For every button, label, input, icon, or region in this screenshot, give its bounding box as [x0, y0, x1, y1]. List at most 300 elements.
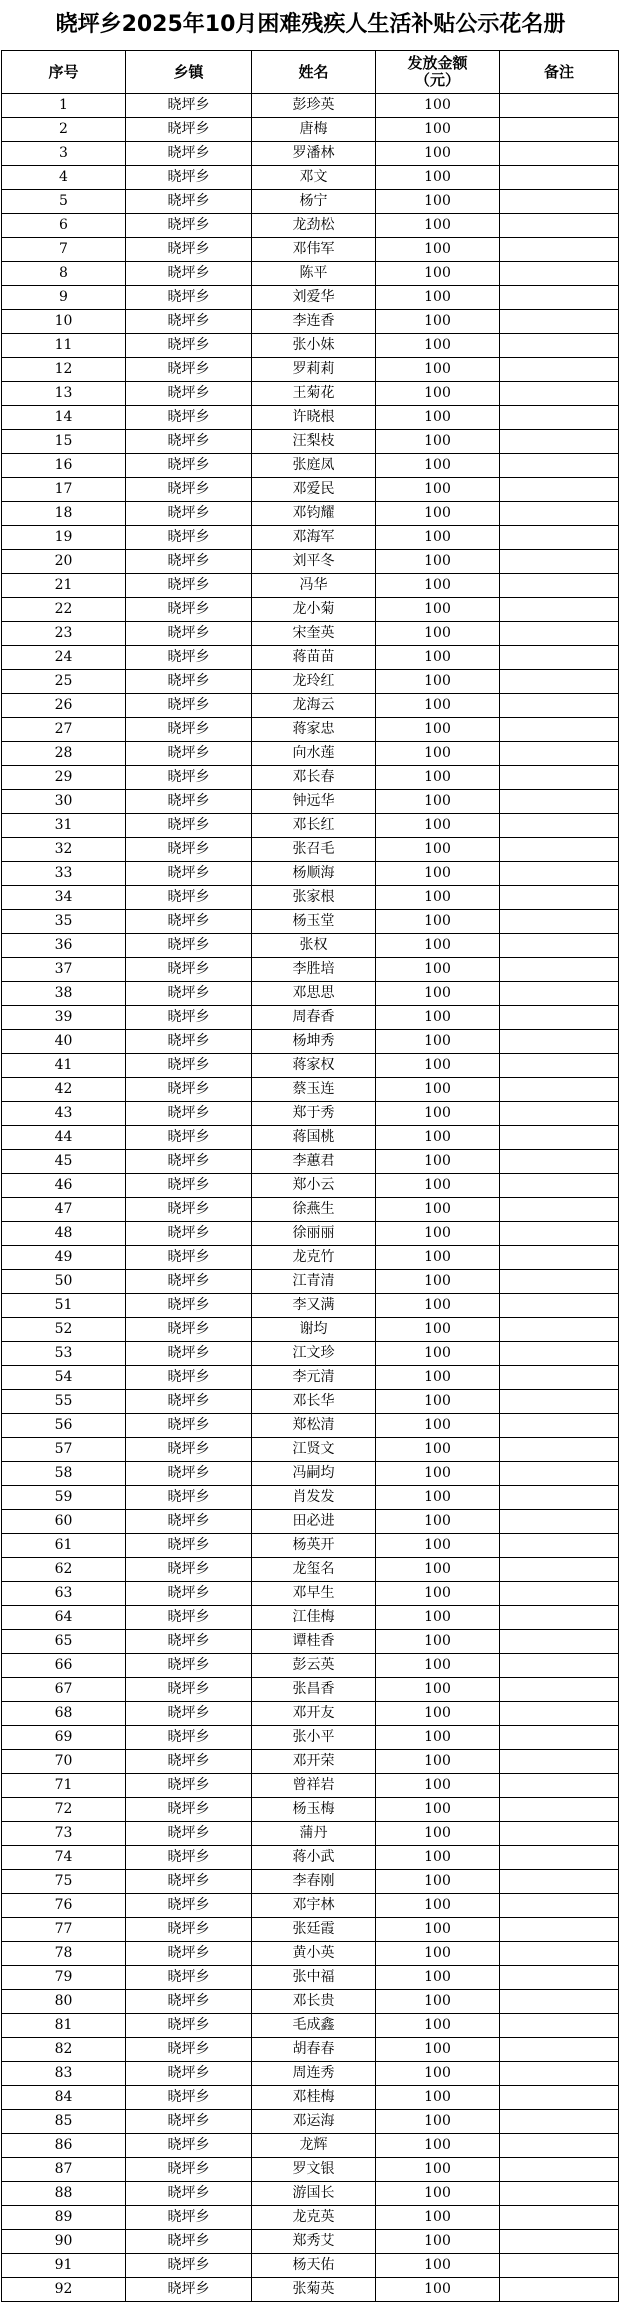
cell-index: 9: [2, 286, 126, 310]
table-row: [2, 886, 619, 910]
cell-town: 晓坪乡: [126, 1750, 252, 1774]
cell-note: [500, 1366, 619, 1390]
cell-town: 晓坪乡: [126, 454, 252, 478]
cell-index: 11: [2, 334, 126, 358]
cell-index: 19: [2, 526, 126, 550]
table-row: [2, 1534, 619, 1558]
cell-name: 冯华: [252, 574, 376, 598]
cell-amount: 100: [376, 1030, 500, 1054]
cell-name: 龙海云: [252, 694, 376, 718]
table-row: [2, 2230, 619, 2254]
cell-name: 张权: [252, 934, 376, 958]
cell-note: [500, 934, 619, 958]
table-row: [2, 1270, 619, 1294]
cell-amount: 100: [376, 1054, 500, 1078]
cell-amount: 100: [376, 2182, 500, 2206]
cell-name: 蒋国桃: [252, 1126, 376, 1150]
cell-amount: 100: [376, 1174, 500, 1198]
table-row: [2, 1294, 619, 1318]
cell-town: 晓坪乡: [126, 1294, 252, 1318]
cell-town: 晓坪乡: [126, 286, 252, 310]
cell-amount: 100: [376, 502, 500, 526]
table-row: [2, 1702, 619, 1726]
cell-note: [500, 862, 619, 886]
cell-amount: 100: [376, 1078, 500, 1102]
cell-amount: 100: [376, 1702, 500, 1726]
cell-name: 江青清: [252, 1270, 376, 1294]
cell-name: 许晓根: [252, 406, 376, 430]
table-row: [2, 2062, 619, 2086]
cell-index: 84: [2, 2086, 126, 2110]
cell-note: [500, 1894, 619, 1918]
table-row: [2, 1366, 619, 1390]
cell-amount: 100: [376, 1942, 500, 1966]
table-body: [2, 94, 619, 2302]
cell-note: [500, 1510, 619, 1534]
cell-town: 晓坪乡: [126, 262, 252, 286]
cell-name: 邓伟军: [252, 238, 376, 262]
cell-name: 谢均: [252, 1318, 376, 1342]
page-title: 晓坪乡2025年10月困难残疾人生活补贴公示花名册: [55, 12, 566, 37]
cell-note: [500, 238, 619, 262]
table-row: [2, 766, 619, 790]
cell-note: [500, 1270, 619, 1294]
cell-index: 55: [2, 1390, 126, 1414]
cell-note: [500, 1942, 619, 1966]
cell-amount: 100: [376, 742, 500, 766]
cell-name: 邓早生: [252, 1582, 376, 1606]
cell-amount: 100: [376, 1750, 500, 1774]
cell-note: [500, 622, 619, 646]
cell-town: 晓坪乡: [126, 2254, 252, 2278]
cell-index: 41: [2, 1054, 126, 1078]
header-note: 备注: [500, 51, 619, 94]
cell-name: 杨宁: [252, 190, 376, 214]
cell-note: [500, 1534, 619, 1558]
cell-amount: 100: [376, 1654, 500, 1678]
table-row: [2, 646, 619, 670]
cell-note: [500, 142, 619, 166]
cell-name: 李连香: [252, 310, 376, 334]
cell-town: 晓坪乡: [126, 406, 252, 430]
cell-amount: 100: [376, 190, 500, 214]
cell-index: 65: [2, 1630, 126, 1654]
cell-note: [500, 1870, 619, 1894]
cell-amount: 100: [376, 886, 500, 910]
cell-town: 晓坪乡: [126, 142, 252, 166]
table-row: [2, 1246, 619, 1270]
table-row: [2, 598, 619, 622]
cell-name: 宋奎英: [252, 622, 376, 646]
table-row: [2, 1510, 619, 1534]
cell-town: 晓坪乡: [126, 1102, 252, 1126]
table-row: [2, 1870, 619, 1894]
cell-town: 晓坪乡: [126, 2206, 252, 2230]
cell-index: 2: [2, 118, 126, 142]
cell-amount: 100: [376, 1390, 500, 1414]
table-row: [2, 262, 619, 286]
cell-note: [500, 1222, 619, 1246]
cell-note: [500, 2062, 619, 2086]
cell-index: 37: [2, 958, 126, 982]
table-row: [2, 790, 619, 814]
table-row: [2, 958, 619, 982]
cell-town: 晓坪乡: [126, 2110, 252, 2134]
cell-name: 刘爱华: [252, 286, 376, 310]
cell-note: [500, 382, 619, 406]
cell-town: 晓坪乡: [126, 1798, 252, 1822]
cell-index: 56: [2, 1414, 126, 1438]
cell-amount: 100: [376, 382, 500, 406]
cell-note: [500, 1414, 619, 1438]
cell-index: 23: [2, 622, 126, 646]
table-row: [2, 2278, 619, 2302]
cell-index: 74: [2, 1846, 126, 1870]
cell-amount: 100: [376, 1558, 500, 1582]
cell-town: 晓坪乡: [126, 1438, 252, 1462]
cell-town: 晓坪乡: [126, 790, 252, 814]
cell-index: 58: [2, 1462, 126, 1486]
table-row: [2, 1798, 619, 1822]
cell-amount: 100: [376, 790, 500, 814]
cell-note: [500, 1462, 619, 1486]
table-row: [2, 310, 619, 334]
cell-name: 杨玉堂: [252, 910, 376, 934]
cell-name: 邓运海: [252, 2110, 376, 2134]
cell-amount: 100: [376, 550, 500, 574]
table-row: [2, 1030, 619, 1054]
cell-note: [500, 1918, 619, 1942]
cell-note: [500, 982, 619, 1006]
cell-note: [500, 1606, 619, 1630]
cell-name: 邓宇林: [252, 1894, 376, 1918]
cell-name: 邓海军: [252, 526, 376, 550]
cell-note: [500, 958, 619, 982]
table-row: [2, 694, 619, 718]
table-header: [2, 51, 619, 94]
header-name: 姓名: [252, 51, 376, 94]
cell-town: 晓坪乡: [126, 982, 252, 1006]
cell-amount: 100: [376, 1438, 500, 1462]
cell-amount: 100: [376, 622, 500, 646]
cell-amount: 100: [376, 2254, 500, 2278]
cell-index: 85: [2, 2110, 126, 2134]
cell-note: [500, 454, 619, 478]
cell-amount: 100: [376, 358, 500, 382]
cell-name: 向水莲: [252, 742, 376, 766]
cell-note: [500, 2038, 619, 2062]
cell-amount: 100: [376, 1462, 500, 1486]
cell-amount: 100: [376, 862, 500, 886]
cell-index: 35: [2, 910, 126, 934]
table-row: [2, 574, 619, 598]
table-row: [2, 214, 619, 238]
table-row: [2, 742, 619, 766]
cell-amount: 100: [376, 238, 500, 262]
cell-index: 4: [2, 166, 126, 190]
cell-name: 龙玲红: [252, 670, 376, 694]
cell-amount: 100: [376, 934, 500, 958]
cell-name: 田必进: [252, 1510, 376, 1534]
cell-note: [500, 1294, 619, 1318]
cell-index: 38: [2, 982, 126, 1006]
cell-name: 邓长春: [252, 766, 376, 790]
cell-amount: 100: [376, 766, 500, 790]
cell-amount: 100: [376, 286, 500, 310]
cell-name: 冯嗣均: [252, 1462, 376, 1486]
table-row: [2, 1822, 619, 1846]
cell-amount: 100: [376, 958, 500, 982]
cell-town: 晓坪乡: [126, 1150, 252, 1174]
table-row: [2, 166, 619, 190]
cell-amount: 100: [376, 1678, 500, 1702]
cell-note: [500, 2182, 619, 2206]
cell-town: 晓坪乡: [126, 478, 252, 502]
cell-town: 晓坪乡: [126, 382, 252, 406]
cell-name: 邓钧耀: [252, 502, 376, 526]
cell-town: 晓坪乡: [126, 1030, 252, 1054]
cell-amount: 100: [376, 646, 500, 670]
cell-index: 71: [2, 1774, 126, 1798]
cell-note: [500, 1102, 619, 1126]
table-row: [2, 2086, 619, 2110]
header-amount-unit: （元）: [414, 71, 460, 89]
cell-index: 10: [2, 310, 126, 334]
table-row: [2, 622, 619, 646]
table-row: [2, 862, 619, 886]
table-row: [2, 358, 619, 382]
cell-note: [500, 190, 619, 214]
cell-amount: 100: [376, 982, 500, 1006]
table-row: [2, 1774, 619, 1798]
cell-town: 晓坪乡: [126, 1510, 252, 1534]
cell-amount: 100: [376, 838, 500, 862]
cell-index: 59: [2, 1486, 126, 1510]
cell-index: 34: [2, 886, 126, 910]
table-row: [2, 1174, 619, 1198]
cell-name: 曾祥岩: [252, 1774, 376, 1798]
cell-index: 91: [2, 2254, 126, 2278]
cell-note: [500, 2110, 619, 2134]
cell-index: 31: [2, 814, 126, 838]
cell-town: 晓坪乡: [126, 1006, 252, 1030]
table-row: [2, 1054, 619, 1078]
cell-amount: 100: [376, 1006, 500, 1030]
cell-name: 李春刚: [252, 1870, 376, 1894]
cell-note: [500, 886, 619, 910]
table-row: [2, 382, 619, 406]
table-row: [2, 142, 619, 166]
cell-town: 晓坪乡: [126, 598, 252, 622]
cell-index: 32: [2, 838, 126, 862]
cell-note: [500, 406, 619, 430]
table-row: [2, 1582, 619, 1606]
cell-amount: 100: [376, 1870, 500, 1894]
cell-amount: 100: [376, 1366, 500, 1390]
cell-town: 晓坪乡: [126, 1894, 252, 1918]
cell-index: 53: [2, 1342, 126, 1366]
cell-index: 12: [2, 358, 126, 382]
table-row: [2, 1102, 619, 1126]
table-row: [2, 1342, 619, 1366]
cell-note: [500, 1126, 619, 1150]
table-row: [2, 1438, 619, 1462]
cell-amount: 100: [376, 2062, 500, 2086]
cell-name: 龙小菊: [252, 598, 376, 622]
table-row: [2, 982, 619, 1006]
cell-index: 46: [2, 1174, 126, 1198]
cell-note: [500, 118, 619, 142]
cell-index: 80: [2, 1990, 126, 2014]
cell-name: 蒋家忠: [252, 718, 376, 742]
cell-note: [500, 2014, 619, 2038]
cell-note: [500, 2134, 619, 2158]
cell-index: 48: [2, 1222, 126, 1246]
cell-index: 15: [2, 430, 126, 454]
cell-name: 郑秀艾: [252, 2230, 376, 2254]
cell-name: 胡春春: [252, 2038, 376, 2062]
cell-town: 晓坪乡: [126, 1198, 252, 1222]
cell-index: 26: [2, 694, 126, 718]
cell-amount: 100: [376, 1318, 500, 1342]
table-row: [2, 2038, 619, 2062]
cell-name: 邓爱民: [252, 478, 376, 502]
cell-name: 郑松清: [252, 1414, 376, 1438]
cell-index: 43: [2, 1102, 126, 1126]
table-row: [2, 1750, 619, 1774]
cell-name: 张菊英: [252, 2278, 376, 2302]
cell-town: 晓坪乡: [126, 1462, 252, 1486]
cell-index: 54: [2, 1366, 126, 1390]
cell-amount: 100: [376, 1990, 500, 2014]
cell-amount: 100: [376, 2278, 500, 2302]
cell-index: 50: [2, 1270, 126, 1294]
cell-index: 17: [2, 478, 126, 502]
cell-index: 92: [2, 2278, 126, 2302]
cell-name: 杨坤秀: [252, 1030, 376, 1054]
cell-town: 晓坪乡: [126, 622, 252, 646]
cell-town: 晓坪乡: [126, 1678, 252, 1702]
cell-index: 72: [2, 1798, 126, 1822]
cell-note: [500, 1006, 619, 1030]
cell-name: 江佳梅: [252, 1606, 376, 1630]
cell-town: 晓坪乡: [126, 1966, 252, 1990]
cell-note: [500, 574, 619, 598]
cell-town: 晓坪乡: [126, 1582, 252, 1606]
cell-index: 5: [2, 190, 126, 214]
cell-note: [500, 790, 619, 814]
cell-amount: 100: [376, 1822, 500, 1846]
cell-town: 晓坪乡: [126, 2086, 252, 2110]
cell-note: [500, 2254, 619, 2278]
cell-amount: 100: [376, 2206, 500, 2230]
cell-index: 45: [2, 1150, 126, 1174]
cell-town: 晓坪乡: [126, 430, 252, 454]
cell-name: 毛成鑫: [252, 2014, 376, 2038]
header-amount-label: 发放金额: [407, 54, 468, 72]
cell-amount: 100: [376, 1606, 500, 1630]
cell-name: 杨英开: [252, 1534, 376, 1558]
cell-note: [500, 2278, 619, 2302]
cell-town: 晓坪乡: [126, 1726, 252, 1750]
cell-index: 87: [2, 2158, 126, 2182]
cell-index: 89: [2, 2206, 126, 2230]
cell-name: 张小妹: [252, 334, 376, 358]
cell-name: 罗文银: [252, 2158, 376, 2182]
cell-name: 邓长华: [252, 1390, 376, 1414]
cell-note: [500, 1966, 619, 1990]
cell-index: 88: [2, 2182, 126, 2206]
cell-note: [500, 838, 619, 862]
cell-name: 张中福: [252, 1966, 376, 1990]
cell-town: 晓坪乡: [126, 1870, 252, 1894]
cell-index: 3: [2, 142, 126, 166]
cell-index: 42: [2, 1078, 126, 1102]
cell-note: [500, 1390, 619, 1414]
cell-amount: 100: [376, 1126, 500, 1150]
cell-index: 75: [2, 1870, 126, 1894]
table-row: [2, 1918, 619, 1942]
table-row: [2, 430, 619, 454]
table-row: [2, 838, 619, 862]
table-row: [2, 1078, 619, 1102]
cell-town: 晓坪乡: [126, 2038, 252, 2062]
cell-index: 68: [2, 1702, 126, 1726]
table-row: [2, 1942, 619, 1966]
cell-name: 蒋家权: [252, 1054, 376, 1078]
cell-note: [500, 742, 619, 766]
cell-note: [500, 214, 619, 238]
cell-index: 21: [2, 574, 126, 598]
cell-name: 邓开荣: [252, 1750, 376, 1774]
cell-town: 晓坪乡: [126, 1054, 252, 1078]
cell-name: 钟远华: [252, 790, 376, 814]
table-row: [2, 1678, 619, 1702]
cell-amount: 100: [376, 1294, 500, 1318]
table-row: [2, 190, 619, 214]
cell-note: [500, 2230, 619, 2254]
table-row: [2, 2182, 619, 2206]
cell-name: 龙克英: [252, 2206, 376, 2230]
table-row: [2, 1558, 619, 1582]
cell-name: 张家根: [252, 886, 376, 910]
cell-town: 晓坪乡: [126, 886, 252, 910]
cell-name: 龙玺名: [252, 1558, 376, 1582]
header-row: [2, 51, 619, 94]
cell-name: 徐燕生: [252, 1198, 376, 1222]
cell-name: 彭珍英: [252, 94, 376, 118]
cell-index: 76: [2, 1894, 126, 1918]
cell-name: 游国长: [252, 2182, 376, 2206]
cell-index: 39: [2, 1006, 126, 1030]
table-row: [2, 286, 619, 310]
cell-note: [500, 670, 619, 694]
cell-amount: 100: [376, 526, 500, 550]
table-row: [2, 334, 619, 358]
cell-name: 蒋苗苗: [252, 646, 376, 670]
cell-amount: 100: [376, 94, 500, 118]
cell-note: [500, 358, 619, 382]
cell-name: 邓桂梅: [252, 2086, 376, 2110]
cell-index: 36: [2, 934, 126, 958]
cell-amount: 100: [376, 142, 500, 166]
table-row: [2, 454, 619, 478]
cell-town: 晓坪乡: [126, 1606, 252, 1630]
table-row: [2, 2014, 619, 2038]
cell-name: 江文珍: [252, 1342, 376, 1366]
cell-note: [500, 1438, 619, 1462]
cell-note: [500, 1030, 619, 1054]
